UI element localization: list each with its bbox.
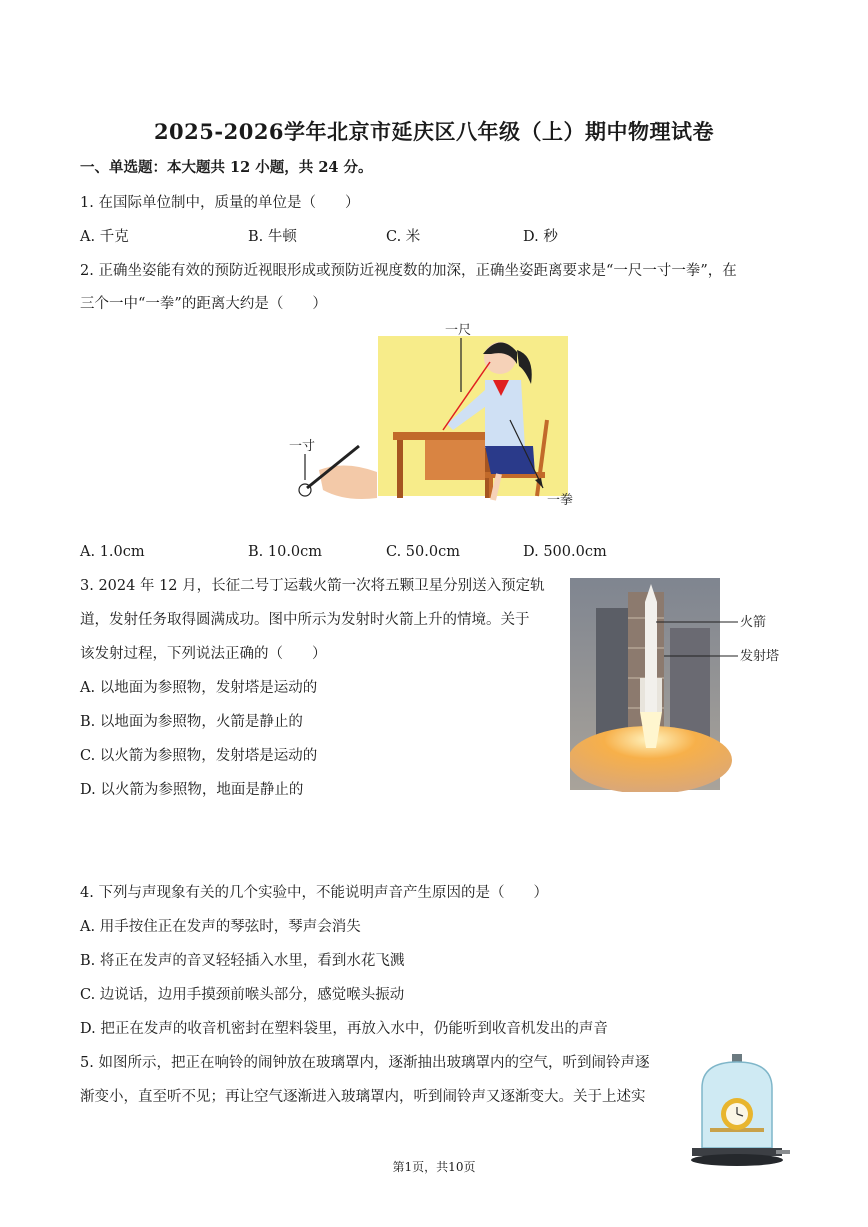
q3-stem-line3: 该发射过程，下列说法正确的（ ） — [80, 646, 327, 662]
rocket-body — [645, 602, 657, 712]
label-quan: 一拳 — [547, 493, 574, 508]
desk-leg — [397, 440, 403, 498]
label-rocket: 火箭 — [740, 615, 767, 630]
label-cun: 一寸 — [289, 439, 316, 454]
q2-option-d: D. 500.0cm — [523, 544, 607, 560]
q1-option-a: A. 千克 — [80, 229, 129, 245]
label-tower: 发射塔 — [740, 649, 780, 664]
q4-option-a: A. 用手按住正在发声的琴弦时，琴声会消失 — [80, 919, 361, 935]
q5-stem-line2: 渐变小，直至听不见；再让空气逐渐进入玻璃罩内，听到闹铃声又逐渐变大。关于上述实 — [80, 1089, 646, 1105]
q4-option-d: D. 把正在发声的收音机密封在塑料袋里，再放入水中，仍能听到收音机发出的声音 — [80, 1021, 608, 1037]
q2-option-c: C. 50.0cm — [386, 544, 460, 560]
q3-option-d: D. 以火箭为参照物，地面是静止的 — [80, 782, 304, 798]
q4-option-c: C. 边说话，边用手摸颈前喉头部分，感觉喉头振动 — [80, 987, 405, 1003]
q2-option-b: B. 10.0cm — [248, 544, 323, 560]
desk-top — [393, 432, 495, 440]
q2-option-a: A. 1.0cm — [80, 544, 145, 560]
q4-stem: 4. 下列与声现象有关的几个实验中，不能说明声音产生原因的是（ ） — [80, 885, 548, 901]
q5-stem-line1: 5. 如图所示，把正在响铃的闹钟放在玻璃罩内，逐渐抽出玻璃罩内的空气，听到闹铃声逐 — [80, 1055, 650, 1071]
rocket-booster — [640, 678, 645, 712]
desk-drawer — [425, 440, 485, 480]
page-title: 2025-2026学年北京市延庆区八年级（上）期中物理试卷 — [153, 119, 715, 144]
q2-stem-line2: 三个一中“一拳”的距离大约是（ ） — [80, 296, 327, 312]
bell-jar-figure — [688, 1052, 792, 1170]
q2-stem-line1: 2. 正确坐姿能有效的预防近视眼形成或预防近视度数的加深，正确坐姿距离要求是“一尺一寸一拳”，在 — [80, 263, 737, 279]
rocket-launch-figure — [570, 578, 800, 792]
q3-option-b: B. 以地面为参照物，火箭是静止的 — [80, 714, 303, 730]
jar-knob — [732, 1054, 742, 1062]
label-chi: 一尺 — [445, 323, 472, 338]
page-footer: 第1页，共10页 — [392, 1160, 476, 1174]
girl-skirt — [485, 446, 535, 474]
posture-figure — [285, 320, 585, 512]
rocket-booster — [657, 678, 662, 712]
q1-option-d: D. 秒 — [523, 229, 558, 245]
q3-stem-line2: 道，发射任务取得圆满成功。图中所示为发射时火箭上升的情境。关于 — [80, 612, 530, 628]
q3-option-c: C. 以火箭为参照物，发射塔是运动的 — [80, 748, 318, 764]
section-heading: 一、单选题：本大题共 12 小题，共 24 分。 — [80, 159, 373, 176]
q4-option-b: B. 将正在发声的音叉轻轻插入水里，看到水花飞溅 — [80, 953, 405, 969]
q1-option-b: B. 牛顿 — [248, 229, 297, 245]
air-valve — [776, 1150, 790, 1154]
q1-stem: 1. 在国际单位制中，质量的单位是（ ） — [80, 195, 360, 211]
q3-option-a: A. 以地面为参照物，发射塔是运动的 — [80, 680, 318, 696]
q3-stem-line1: 3. 2024 年 12 月，长征二号丁运载火箭一次将五颗卫星分别送入预定轨 — [80, 578, 545, 594]
q1-option-c: C. 米 — [386, 229, 421, 245]
